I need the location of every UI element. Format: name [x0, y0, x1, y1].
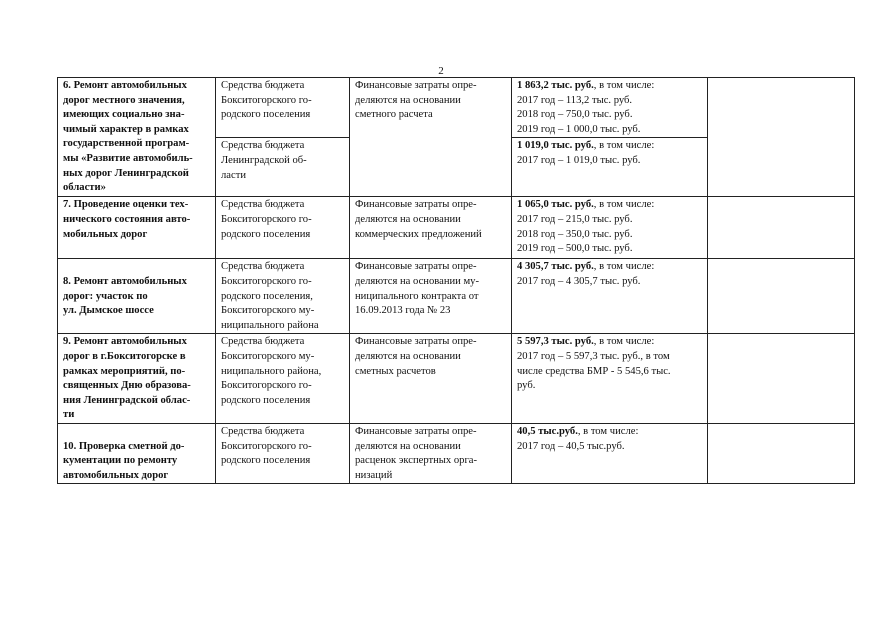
funding-year: 2017 год – 113,2 тыс. руб.: [517, 94, 633, 106]
funding-suffix: , в том числе:: [593, 261, 655, 273]
source-cell: [216, 138, 350, 197]
funding-year: 2017 год – 4 305,7 тыс. руб.: [517, 275, 641, 287]
item-line: священных Дню образова-: [63, 380, 191, 392]
basis-line: сметного расчета: [355, 109, 433, 121]
page-number: 2: [438, 65, 444, 77]
source-line: Средства бюджета: [221, 425, 305, 437]
item-line: рамках мероприятий, по-: [63, 365, 186, 377]
source-cell: [216, 334, 350, 424]
item-line: 6. Ремонт автомобильных: [63, 80, 187, 91]
source-cell: [216, 78, 350, 138]
source-line: Бокситогорского го-: [221, 380, 312, 392]
funding-total: [517, 260, 704, 275]
funding-year: 2018 год – 350,0 тыс. руб.: [517, 228, 633, 240]
funding-suffix: , в том числе:: [593, 199, 655, 211]
funding-cell: [512, 197, 708, 259]
funding-year: 2017 год – 1 019,0 тыс. руб.: [517, 154, 641, 166]
item-line: [63, 260, 212, 275]
source-line: Средства бюджета: [221, 336, 305, 348]
basis-line: сметных расчетов: [355, 365, 436, 377]
item-line: 10. Проверка сметной до-: [63, 440, 185, 452]
basis-cell: [350, 423, 512, 483]
funding-amount: 40,5 тыс.руб.: [517, 425, 578, 437]
source-line: родского поселения: [221, 455, 311, 467]
item-line: дорог: участок по: [63, 290, 148, 302]
notes-cell: [708, 334, 855, 424]
source-line: Средства бюджета: [221, 140, 305, 152]
source-line: родского поселения,: [221, 290, 313, 302]
funding-table: [57, 77, 855, 484]
item-line: дорог в г.Бокситогорске в: [63, 350, 186, 362]
basis-cell: [350, 197, 512, 259]
source-line: Бокситогорского го-: [221, 275, 312, 287]
basis-cell: [350, 78, 512, 197]
item-line: кументации по ремонту: [63, 455, 178, 467]
basis-cell: [350, 334, 512, 424]
table-row-8: [58, 259, 855, 334]
source-line: Бокситогорского го-: [221, 213, 312, 225]
table-row-10: [58, 423, 855, 483]
funding-suffix: , в том числе:: [593, 140, 655, 152]
item-cell: [58, 423, 216, 483]
source-line: родского поселения: [221, 394, 311, 406]
basis-line: Финансовые затраты опре-: [355, 199, 477, 211]
source-cell: [216, 423, 350, 483]
funding-suffix: , в том числе:: [593, 336, 655, 348]
basis-line: деляются на основании: [355, 213, 461, 225]
source-line: ласти: [221, 169, 246, 181]
source-cell: [216, 197, 350, 259]
item-line: ти: [63, 409, 75, 421]
funding-cell: [512, 423, 708, 483]
funding-cell: [512, 138, 708, 197]
basis-line: деляются на основании: [355, 350, 461, 362]
table-row-7: [58, 197, 855, 259]
item-line: дорог местного значения,: [63, 94, 185, 106]
funding-suffix: , в том числе:: [577, 425, 639, 437]
funding-year: 2019 год – 1 000,0 тыс. руб.: [517, 123, 641, 135]
basis-line: 16.09.2013 года № 23: [355, 305, 451, 317]
basis-line: Финансовые затраты опре-: [355, 425, 477, 437]
item-line: мы «Развитие автомобиль-: [63, 152, 193, 164]
funding-total: [517, 79, 704, 94]
basis-line: низаций: [355, 469, 393, 481]
source-line: Бокситогорского му-: [221, 350, 315, 362]
notes-cell: [708, 78, 855, 197]
item-line: ул. Дымское шоссе: [63, 305, 154, 317]
item-line: мобильных дорог: [63, 228, 148, 240]
basis-line: деляются на основании му-: [355, 275, 480, 287]
basis-line: коммерческих предложений: [355, 228, 482, 240]
funding-total: [517, 335, 704, 350]
funding-year: руб.: [517, 380, 536, 392]
item-line: автомобильных дорог: [63, 469, 169, 481]
source-line: Средства бюджета: [221, 199, 305, 211]
funding-year: 2019 год – 500,0 тыс. руб.: [517, 243, 633, 255]
funding-year: 2017 год – 5 597,3 тыс. руб., в том: [517, 350, 670, 362]
table-row-6a: [58, 78, 855, 138]
funding-total: [517, 198, 704, 213]
source-line: Ленинградской об-: [221, 154, 307, 166]
funding-amount: 1 019,0 тыс. руб.: [517, 140, 594, 152]
funding-year: числе средства БМР - 5 545,6 тыс.: [517, 365, 671, 377]
item-line: имеющих социально зна-: [63, 109, 185, 121]
item-line: чимый характер в рамках: [63, 123, 189, 135]
funding-cell: [512, 334, 708, 424]
funding-amount: 4 305,7 тыс. руб.: [517, 261, 594, 273]
notes-cell: [708, 259, 855, 334]
item-line: [63, 425, 212, 440]
funding-total: [517, 425, 704, 440]
source-line: родского поселения: [221, 228, 311, 240]
funding-amount: 1 863,2 тыс. руб.: [517, 80, 594, 91]
notes-cell: [708, 423, 855, 483]
basis-line: Финансовые затраты опре-: [355, 261, 477, 273]
funding-suffix: , в том числе:: [593, 80, 655, 91]
source-line: Бокситогорского му-: [221, 305, 315, 317]
item-line: 7. Проведение оценки тех-: [63, 199, 189, 211]
funding-amount: 5 597,3 тыс. руб.: [517, 336, 594, 348]
item-cell: [58, 197, 216, 259]
source-line: ниципального района,: [221, 365, 322, 377]
item-line: 9. Ремонт автомобильных: [63, 336, 187, 348]
item-cell: [58, 259, 216, 334]
source-cell: [216, 259, 350, 334]
basis-line: Финансовые затраты опре-: [355, 80, 477, 91]
source-line: Средства бюджета: [221, 80, 305, 91]
item-line: нического состояния авто-: [63, 213, 191, 225]
notes-cell: [708, 197, 855, 259]
funding-cell: [512, 78, 708, 138]
basis-line: Финансовые затраты опре-: [355, 336, 477, 348]
item-line: государственной програм-: [63, 138, 190, 150]
item-line: ных дорог Ленинградской: [63, 167, 189, 179]
table-row-9: [58, 334, 855, 424]
basis-line: ниципального контракта от: [355, 290, 479, 302]
basis-cell: [350, 259, 512, 334]
funding-amount: 1 065,0 тыс. руб.: [517, 199, 594, 211]
item-cell: [58, 334, 216, 424]
funding-year: 2017 год – 215,0 тыс. руб.: [517, 213, 633, 225]
funding-cell: [512, 259, 708, 334]
item-line: области»: [63, 182, 106, 194]
basis-line: расценок экспертных орга-: [355, 455, 478, 467]
item-line: ния Ленинградской облас-: [63, 394, 191, 406]
source-line: ниципального района: [221, 319, 319, 331]
source-line: Средства бюджета: [221, 261, 305, 273]
funding-total: [517, 139, 704, 154]
basis-line: деляются на основании: [355, 440, 461, 452]
basis-line: деляются на основании: [355, 94, 461, 106]
source-line: Бокситогорского го-: [221, 94, 312, 106]
item-line: 8. Ремонт автомобильных: [63, 275, 187, 287]
funding-year: 2018 год – 750,0 тыс. руб.: [517, 109, 633, 121]
source-line: Бокситогорского го-: [221, 440, 312, 452]
source-line: родского поселения: [221, 109, 311, 121]
item-cell: [58, 78, 216, 197]
funding-year: 2017 год – 40,5 тыс.руб.: [517, 440, 625, 452]
